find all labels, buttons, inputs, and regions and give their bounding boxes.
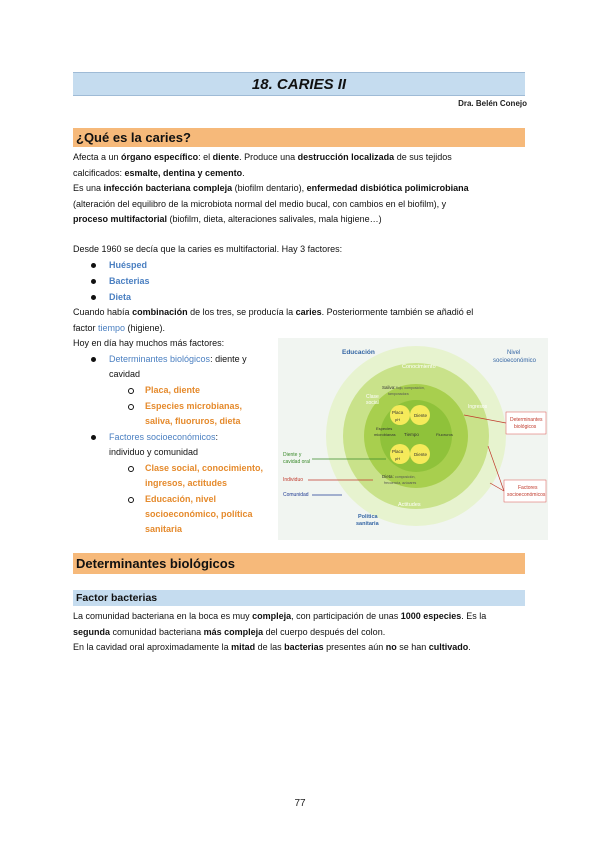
label-det-bio2: biológicos	[514, 424, 537, 430]
box-determinantes	[506, 412, 546, 434]
line: (alteración del equilibro de la microbiota normal del medio bucal, con cambios en el biofilm), y	[73, 198, 447, 209]
label-individuo: Individuo	[283, 477, 304, 483]
label-cavidad-oral: cavidad oral	[283, 459, 310, 465]
label-dieta-detail2: frecuencia, azúcares	[384, 481, 417, 485]
paragraph-hoy: Hoy en día hay muchos más factores:	[73, 338, 225, 348]
label-educacion: Educación	[342, 349, 375, 356]
fact-soc-educacion: Educación, nivel	[145, 494, 217, 504]
fact-soc-nivel: socioeconómico, política	[145, 509, 253, 519]
label-diente-cavidad: Diente y	[283, 452, 302, 458]
chapter-title-bar	[73, 72, 525, 96]
placa-circle-top	[390, 405, 410, 425]
label-saliva-detail2: tamponadora	[388, 392, 409, 396]
det-bio-saliva: saliva, fluoruros, dieta	[145, 416, 241, 426]
author: Dra. Belén Conejo	[458, 99, 527, 108]
bullet-dot	[91, 357, 96, 362]
label-saliva: Saliva:	[382, 385, 396, 390]
label-tiempo: Tiempo	[404, 432, 419, 437]
fact-soc-rest: individuo y comunidad	[109, 447, 199, 457]
line: calcificados: esmalte, dentina y cemento.	[73, 167, 245, 178]
fact-soc-sanitaria: sanitaria	[145, 524, 183, 534]
label-fac-soc2: socioeconómicos	[507, 492, 546, 498]
paragraph-bacterias: La comunidad bacteriana en la boca es muy compleja, con participación de unas 1000 especies. Es la segunda comunidad bacteriana más compleja del cuerpo después del colon. En la cavidad oral aproximadamente la mitad de las bacterias presentes aún no se han cultivado.	[73, 611, 487, 652]
label-ph-top: pH	[395, 417, 401, 422]
line: proceso multifactorial (biofilm, dieta, alteraciones salivales, mala higiene…)	[73, 214, 382, 224]
chapter-title: 18. CARIES II	[251, 75, 347, 93]
fact-soc-ingresos: ingresos, actitudes	[145, 478, 228, 488]
box-factores	[504, 480, 546, 502]
label-clase: Clase	[366, 394, 379, 400]
factor-huesped: Huésped	[109, 260, 148, 270]
factor-bacterias: Bacterias	[109, 276, 150, 286]
label-politica: Política	[358, 514, 378, 520]
det-bio-especies: Especies microbianas,	[145, 401, 243, 411]
page-number: 77	[294, 798, 306, 809]
section-heading-caries: ¿Qué es la caries?	[73, 128, 525, 147]
label-socioeconomico: socioeconómico	[493, 358, 537, 364]
label-nivel: Nivel	[507, 350, 521, 356]
bullet-dot	[91, 295, 96, 300]
label-diente-top: Diente	[414, 413, 428, 418]
label-sanitaria: sanitaria	[356, 521, 379, 527]
label-ingresos: Ingresos	[468, 404, 488, 410]
label-det-bio1: Determinantes	[510, 417, 543, 423]
label-placa-top: Placa	[392, 410, 404, 415]
label-especies: Especies	[376, 426, 393, 431]
bullet-dot	[91, 263, 96, 268]
label-saliva-detail: flujo, composición,	[396, 386, 425, 390]
paragraph-definition	[73, 150, 525, 228]
label-diente-bottom: Diente	[414, 452, 428, 457]
placa-circle-bottom	[390, 444, 410, 464]
label-social: social	[366, 400, 379, 406]
section-heading-determinantes: Determinantes biológicos	[73, 553, 525, 574]
line: Afecta a un órgano específico: el diente. Produce una destrucción localizada de sus tejidos	[73, 152, 452, 162]
factor-dieta: Dieta	[109, 292, 132, 302]
bullet-circle	[128, 497, 134, 503]
det-bio-item: Determinantes biológicos: diente y	[109, 354, 247, 364]
bullet-circle	[128, 466, 134, 472]
label-fac-soc1: Factores	[518, 485, 538, 491]
det-bio-rest: cavidad	[109, 369, 141, 379]
paragraph-combinacion: Cuando había combinación de los tres, se producía la caries. Posteriormente también se añadió el factor tiempo (higiene).	[73, 307, 474, 333]
bullet-dot	[91, 435, 96, 440]
bullet-circle	[128, 404, 134, 410]
label-dieta-detail: composición,	[395, 475, 416, 479]
label-conocimiento: Conocimiento	[402, 364, 436, 370]
caries-factors-diagram	[278, 338, 548, 540]
fact-soc-item: Factores socioeconómicos:	[109, 432, 219, 442]
label-ph-bottom: pH	[395, 456, 401, 461]
label-placa-bottom: Placa	[392, 449, 404, 454]
fact-soc-clase: Clase social, conocimiento,	[145, 463, 264, 473]
label-actitudes: Actitudes	[398, 502, 421, 508]
label-dieta: Dieta:	[382, 474, 394, 479]
paragraph-1960: Desde 1960 se decía que la caries es multifactorial. Hay 3 factores:	[73, 244, 343, 254]
line: Es una infección bacteriana compleja (biofilm dentario), enfermedad disbiótica polimicrobiana	[73, 183, 469, 193]
label-comunidad: Comunidad	[283, 492, 309, 498]
bullet-dot	[91, 279, 96, 284]
subheading-factor-bacterias: Factor bacterias	[73, 590, 525, 606]
bullet-circle	[128, 388, 134, 394]
label-microbianas: microbianas	[374, 432, 396, 437]
label-fluoruros: Fluoruros	[436, 432, 453, 437]
det-bio-placa: Placa, diente	[145, 385, 201, 395]
